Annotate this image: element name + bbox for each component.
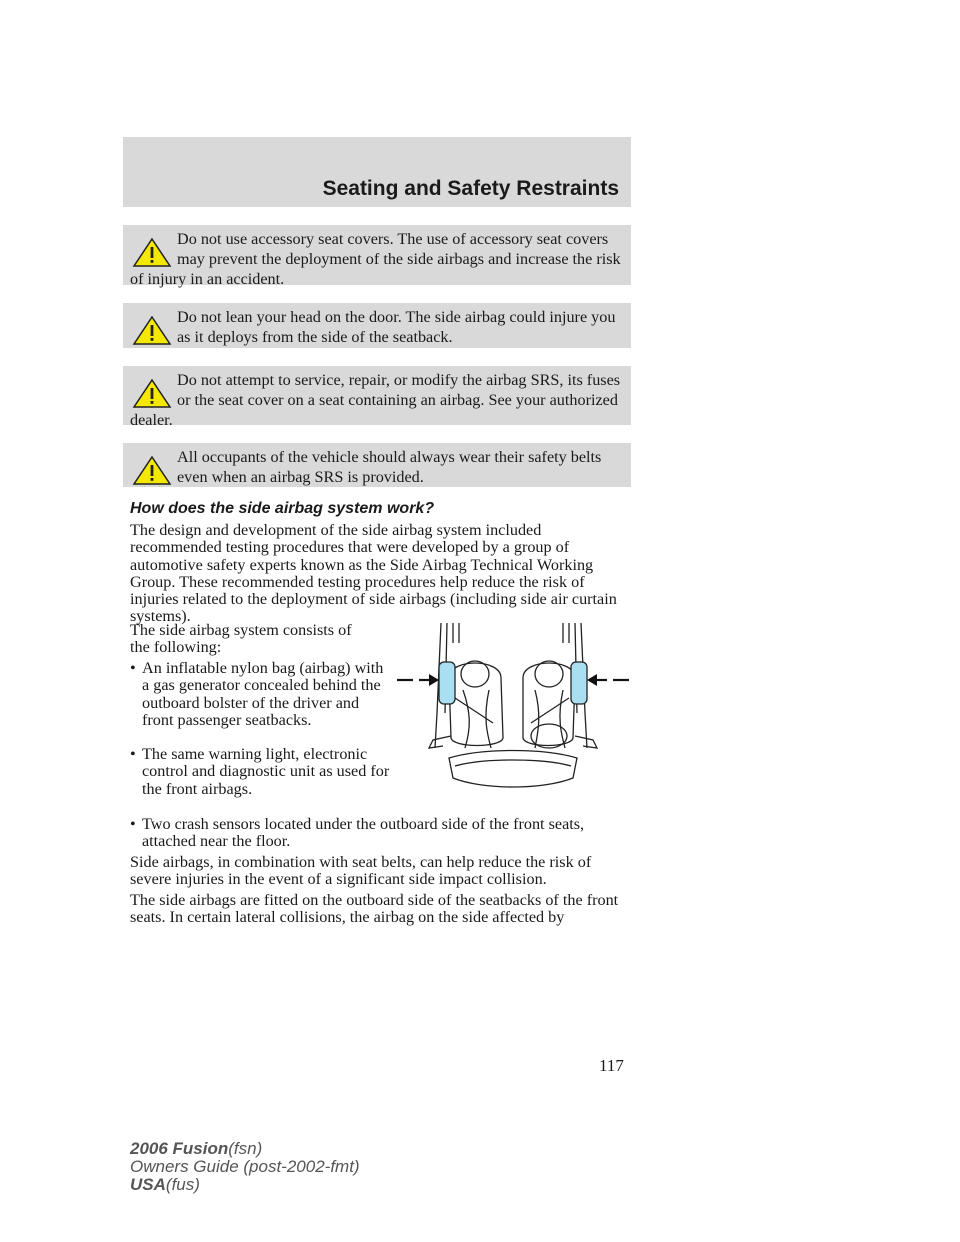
page-number: 117 (599, 1056, 624, 1075)
footer-line-model: 2006 Fusion(fsn) (130, 1139, 263, 1158)
paragraph-consists-of: The side airbag system consists of the following: (130, 621, 352, 657)
list-item-text: The same warning light, electronic control and diagnostic unit as used for the front airbags. (142, 745, 390, 798)
warning-triangle-icon (130, 378, 174, 410)
section-title: Seating and Safety Restraints (322, 177, 619, 200)
footer-line-guide: Owners Guide (post-2002-fmt) (130, 1157, 360, 1176)
bullet-icon: • (130, 815, 136, 833)
warning-box-seat-covers (123, 225, 631, 288)
bullet-icon: • (130, 659, 136, 677)
warning-box-head-on-door (123, 303, 631, 348)
section-heading: How does the side airbag system work? (130, 500, 435, 517)
section-header-bar (123, 137, 631, 207)
side-airbag-illustration (393, 618, 633, 798)
warning-text: All occupants of the vehicle should always wear their safety belts even when an airbag SRS is provided. (177, 448, 602, 486)
warning-text: Do not lean your head on the door. The side airbag could injure you as it deploys from the side of the seatback. (177, 308, 616, 346)
warning-text: Do not use accessory seat covers. The use of accessory seat covers may prevent the deployment of the side airbags and (177, 230, 609, 268)
warning-box-service (123, 366, 631, 429)
warning-text-rest: increase the risk of injury in an accident. (130, 250, 621, 288)
paragraph-combination: Side airbags, in combination with seat belts, can help reduce the risk of severe injuries in the event of a significant side impact collision. (130, 853, 592, 889)
warning-triangle-icon (130, 237, 174, 269)
footer-line-market: USA(fus) (130, 1175, 200, 1194)
paragraph-intro: The design and development of the side airbag system included recommended testing procedures that were developed by a group of automotive safety experts known as the Side Airbag Technical Working Group. These recommended testing procedures help reduce the risk of injuries related to the deployment of side airbags (including side air curtain systems). (130, 521, 617, 626)
warning-triangle-icon (130, 455, 174, 487)
paragraph-fitted: The side airbags are fitted on the outboard side of the seatbacks of the front seats. In certain lateral collisions, the airbag on the side affected by (130, 891, 619, 927)
warning-text-rest: authorized dealer. (130, 391, 618, 429)
warning-text: Do not attempt to service, repair, or modify the airbag SRS, its fuses or the seat cover on a seat containing an airbag. See your (177, 371, 621, 409)
list-item-text: An inflatable nylon bag (airbag) with a gas generator concealed behind the outboard bolster of the driver and front passenger seatbacks. (142, 659, 384, 729)
bullet-icon: • (130, 745, 136, 763)
warning-triangle-icon (130, 315, 174, 347)
footer (130, 1140, 360, 1194)
list-item-text: Two crash sensors located under the outboard side of the front seats, attached near the floor. (142, 815, 585, 851)
warning-box-safety-belts (123, 443, 631, 487)
